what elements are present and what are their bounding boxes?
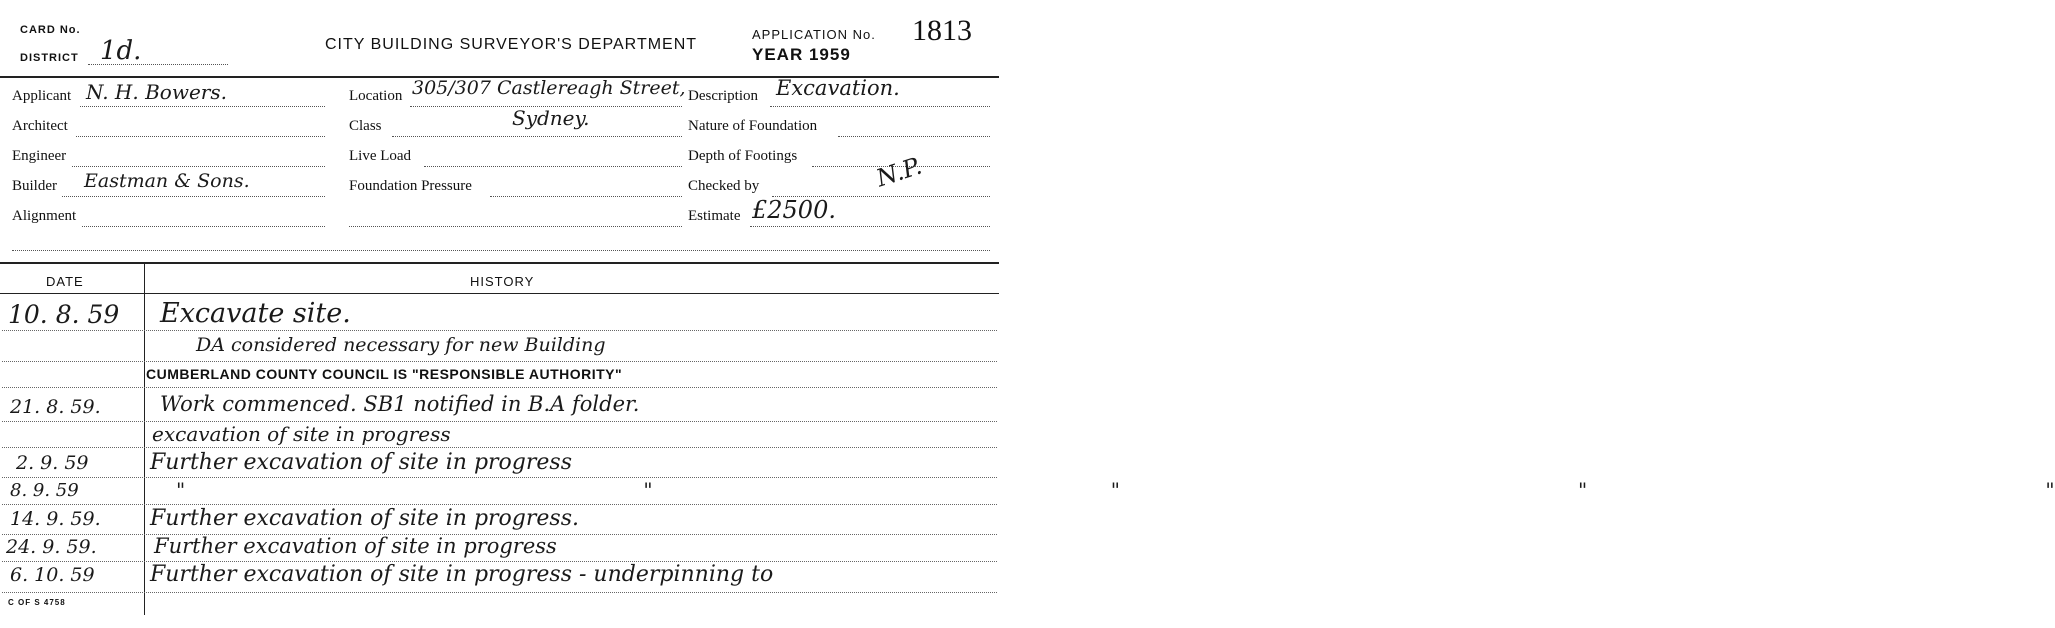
- date-column-divider: [144, 263, 145, 615]
- department-title: CITY BUILDING SURVEYOR'S DEPARTMENT: [325, 36, 698, 53]
- date-header: DATE: [46, 274, 84, 289]
- builder-value: Eastman & Sons.: [84, 170, 250, 192]
- history-text-6: Further excavation of site in progress: [150, 450, 572, 475]
- history-top-rule: [0, 262, 999, 264]
- architect-label: Architect: [12, 118, 68, 134]
- history-stamp: CUMBERLAND COUNTY COUNCIL IS "RESPONSIBLE AUTHORITY": [146, 366, 623, 382]
- estimate-value: £2500.: [752, 196, 836, 224]
- history-text-4: Work commenced. SB1 notified in B.A folder.: [160, 392, 640, 416]
- history-date-8: 14. 9. 59.: [10, 508, 101, 530]
- card-no-label: CARD No.: [20, 24, 81, 36]
- year-label: YEAR 1959: [752, 45, 851, 64]
- history-text-8: Further excavation of site in progress.: [150, 506, 579, 531]
- nature-of-foundation-label: Nature of Foundation: [688, 118, 818, 134]
- history-date-6: 2. 9. 59: [16, 452, 89, 474]
- description-label: Description: [688, 88, 758, 104]
- district-value: 1d.: [100, 36, 142, 66]
- history-text-7: " " " " ": [176, 478, 2055, 502]
- depth-of-footings-label: Depth of Footings: [688, 148, 798, 164]
- estimate-label: Estimate: [688, 208, 741, 224]
- alignment-label: Alignment: [12, 208, 77, 224]
- district-label: DISTRICT: [20, 52, 79, 64]
- history-date-10: 6. 10. 59: [10, 564, 95, 586]
- class-label: Class: [349, 118, 382, 134]
- history-text-1: Excavate site.: [160, 298, 351, 329]
- history-header-rule: [0, 293, 999, 294]
- location-value-2: Sydney.: [512, 106, 590, 130]
- applicant-value: N. H. Bowers.: [86, 80, 227, 104]
- application-no-label: APPLICATION No.: [752, 27, 876, 42]
- applicant-label: Applicant: [12, 88, 72, 104]
- history-date-7: 8. 9. 59: [10, 480, 79, 501]
- history-date-4: 21. 8. 59.: [10, 396, 101, 418]
- checked-by-value: N.P.: [872, 151, 926, 193]
- history-date-9: 24. 9. 59.: [6, 536, 97, 558]
- description-value: Excavation.: [776, 76, 900, 100]
- history-date-1: 10. 8. 59: [8, 300, 120, 329]
- engineer-label: Engineer: [12, 148, 67, 164]
- application-no-value: 1813: [912, 14, 972, 47]
- history-text-10: Further excavation of site in progress - underpinning to: [150, 562, 774, 587]
- form-code: C OF S 4758: [8, 598, 66, 607]
- builder-label: Builder: [12, 178, 57, 194]
- history-text-9: Further excavation of site in progress: [154, 534, 557, 558]
- history-header: HISTORY: [470, 274, 535, 289]
- history-text-2: DA considered necessary for new Building: [196, 334, 606, 356]
- checked-by-label: Checked by: [688, 178, 760, 194]
- location-value: 305/307 Castlereagh Street,: [412, 77, 686, 99]
- location-label: Location: [349, 88, 403, 104]
- history-text-5: excavation of site in progress: [152, 422, 451, 446]
- live-load-label: Live Load: [349, 148, 412, 164]
- foundation-pressure-label: Foundation Pressure: [349, 178, 472, 194]
